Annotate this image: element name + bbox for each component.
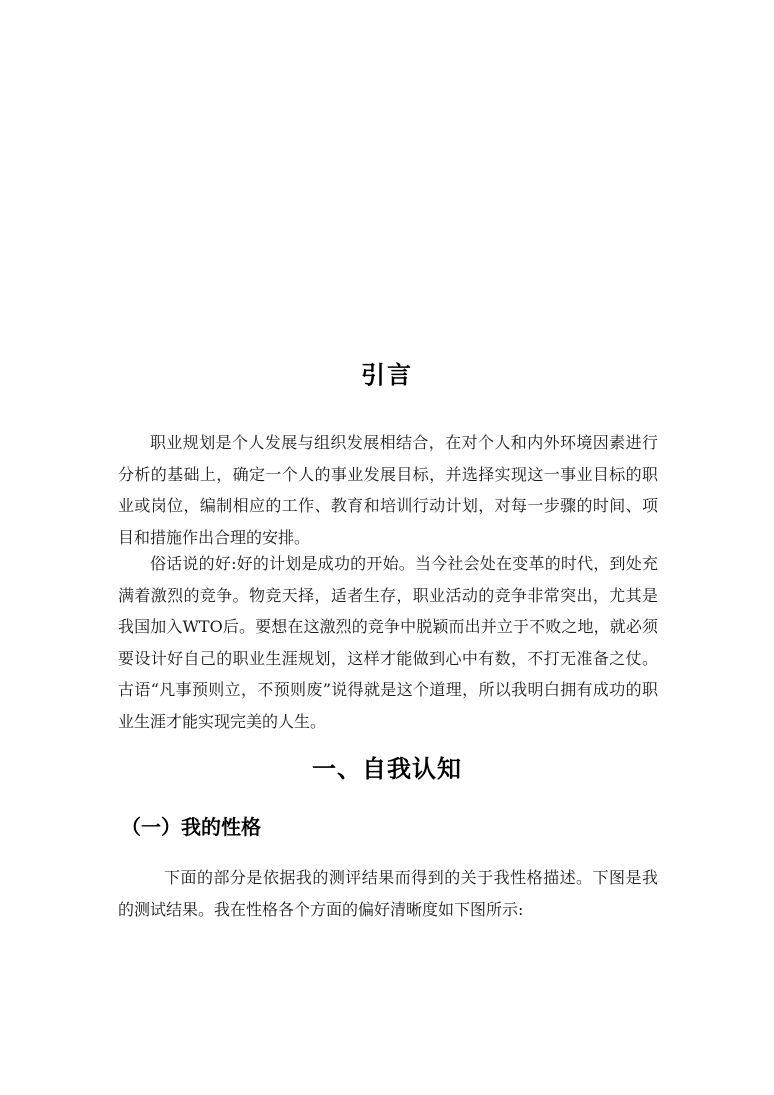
intro-paragraph-1: 职业规划是个人发展与组织发展相结合，在对个人和内外环境因素进行分析的基础上，确定一个人的事业发展目标，并选择实现这一事业目标的职业或岗位，编制相应的工作、教育和培训行动计划，对每一步骤的时间、项目和措施作出合理的安排。 [118, 433, 658, 547]
intro-heading: 引言 [361, 361, 413, 389]
section-1-paragraph: 下面的部分是依据我的测评结果而得到的关于我性格描述。下图是我的测试结果。我在性格各个方面的偏好清晰度如下图所示: [118, 868, 658, 919]
chapter-1-heading: 一、自我认知 [312, 755, 462, 783]
section-1-heading: （一）我的性格 [121, 815, 261, 839]
intro-paragraph-2: 俗话说的好:好的计划是成功的开始。当今社会处在变革的时代，到处充满着激烈的竞争。物竞天择，适者生存，职业活动的竞争非常突出，尤其是我国加入WTO后。要想在这激烈的竞争中脱颖而出并立于不败之地，就必须要设计好自己的职业生涯规划，这样才能做到心中有数，不打无准备之仗。古语“凡事预则立，不预则废”说得就是这个道理，所以我明白拥有成功的职业生涯才能实现完美的人生。 [118, 554, 658, 731]
